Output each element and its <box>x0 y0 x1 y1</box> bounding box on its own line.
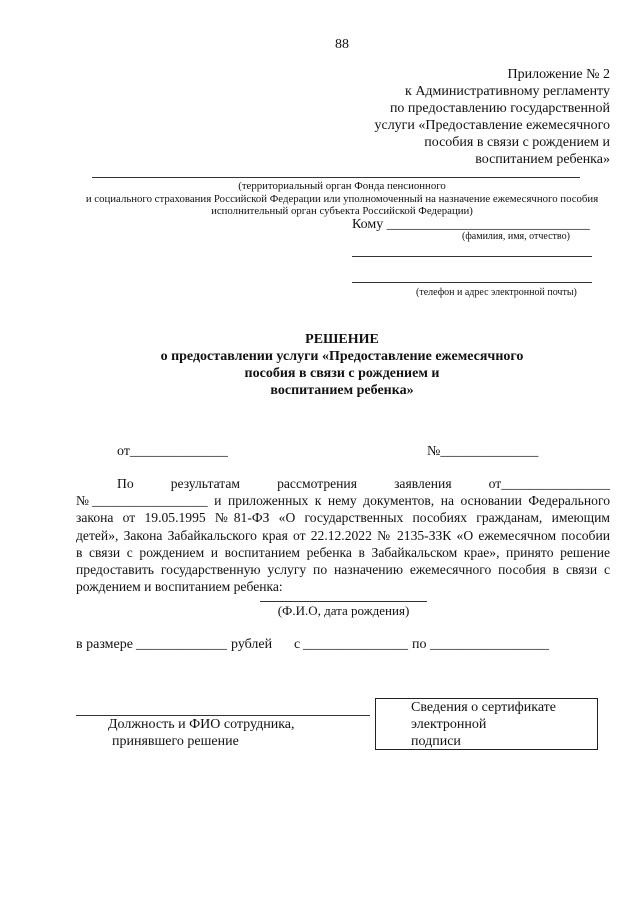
addressee-name-caption: (фамилия, имя, отчество) <box>462 231 570 242</box>
appendix-line: по предоставлению государственной <box>389 101 610 116</box>
certificate-box-line: электронной <box>411 717 487 732</box>
body-line: По результатам рассмотрения заявления от________________ <box>117 476 610 491</box>
recipient-blank-line <box>260 601 427 602</box>
certificate-box-line: Сведения о сертификате <box>411 700 557 715</box>
appendix-header <box>374 66 610 168</box>
amount-currency: рублей <box>231 637 273 652</box>
title-line: воспитанием ребенка» <box>270 383 414 398</box>
title-heading: РЕШЕНИЕ <box>305 332 379 347</box>
addressee-contact-caption: (телефон и адрес электронной почты) <box>416 287 577 298</box>
signature-position-caption: принявшего решение <box>112 734 239 749</box>
decision-number-field: №______________ <box>427 444 539 459</box>
amount-blank: _____________ <box>136 637 227 652</box>
document-title <box>84 331 600 399</box>
decision-date-field: от______________ <box>117 444 228 459</box>
appendix-line: Приложение № 2 <box>507 67 610 82</box>
period-from-blank: _______________ <box>303 637 408 652</box>
authority-caption <box>80 180 604 218</box>
authority-blank-line <box>92 177 580 178</box>
addressee-to-label: Кому _____________________________ <box>352 217 590 232</box>
authority-caption-line: (территориальный орган Фонда пенсионного <box>238 180 446 192</box>
authority-caption-line: исполнительный орган субъекта Российской Федерации) <box>211 205 473 217</box>
period-to-blank: _________________ <box>430 637 549 652</box>
appendix-line: к Административному регламенту <box>405 84 610 99</box>
certificate-box <box>375 698 598 750</box>
body-line: закона от 19.05.1995 №81-ФЗ «О государственных пособиях гражданам, имеющим <box>76 510 610 525</box>
amount-label: в размере <box>76 637 133 652</box>
certificate-box-line: подписи <box>411 734 461 749</box>
addressee-blank-line <box>352 256 592 257</box>
signature-position-caption: Должность и ФИО сотрудника, <box>108 717 295 732</box>
title-line: пособия в связи с рождением и <box>244 366 440 381</box>
period-to-label: по <box>412 637 427 652</box>
title-line: о предоставлении услуги «Предоставление ежемесячного <box>160 349 524 364</box>
appendix-line: услуги «Предоставление ежемесячного <box>374 118 610 133</box>
page-number: 88 <box>335 37 349 52</box>
body-line: в связи с рождением и воспитанием ребенка в Забайкальском крае», принято решение <box>76 545 610 560</box>
body-line: предоставить государственную услугу по назначению ежемесячного пособия в связи с <box>76 562 610 577</box>
appendix-line: воспитанием ребенка» <box>475 152 610 167</box>
recipient-caption: (Ф.И.О, дата рождения) <box>277 603 410 618</box>
period-from-label: с <box>294 637 301 652</box>
body-line: детей», Закона Забайкальского края от 22.12.2022 № 2135-ЗЗК «О ежемесячном пособии <box>76 528 610 543</box>
appendix-line: пособия в связи с рождением и <box>424 135 610 150</box>
addressee-contact-blank-line <box>352 282 592 283</box>
body-line: рождением и воспитанием ребенка: <box>76 579 283 594</box>
authority-caption-line: и социального страхования Российской Федерации или уполномоченный на назначение ежемесячного пособия <box>85 192 599 205</box>
body-line: №_________________ и приложенных к нему документов, на основании Федерального <box>76 493 610 508</box>
